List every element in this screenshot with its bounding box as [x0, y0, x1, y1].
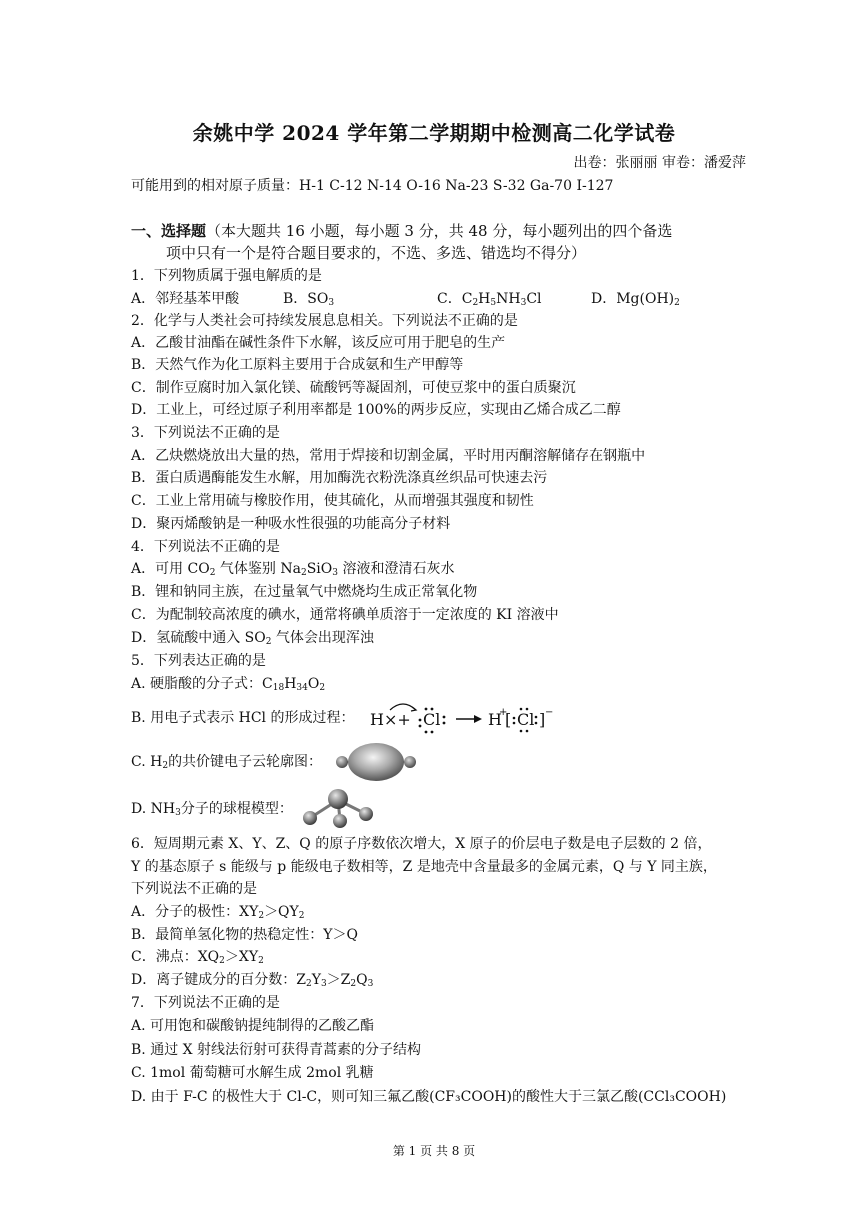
h2-electron-cloud-diagram: [333, 740, 419, 784]
q6-stem-2: Y 的基态原子 s 能级与 p 能级电子数相等，Z 是地壳中含量最多的金属元素，Q 与 Y 同主族，: [131, 859, 717, 875]
section-desc-2: 项中只有一个是符合题目要求的，不选、多选、错选均不得分）: [166, 244, 587, 262]
nh3-ball-stick-model: [298, 784, 378, 830]
hcl-formation-diagram: [368, 696, 558, 736]
q4-option-c: C．为配制较高浓度的碘水，通常将碘单质溶于一定浓度的 KI 溶液中: [131, 607, 559, 623]
page-title: 余姚中学 2024 学年第二学期期中检测高二化学试卷: [192, 121, 676, 145]
atomic-masses-line: 可能用到的相对原子质量：H-1 C-12 N-14 O-16 Na-23 S-32 Ga-70 I-127: [131, 178, 614, 194]
q3-option-b: B．蛋白质遇酶能发生水解，用加酶洗衣粉洗涤真丝织品可快速去污: [131, 470, 548, 486]
q7-option-a: A. 可用饱和碳酸钠提纯制得的乙酸乙酯: [131, 1018, 375, 1034]
section-title: 一、选择题: [131, 222, 207, 240]
q5-stem: 5．下列表达正确的是: [131, 653, 266, 669]
q4-option-d: D．氢硫酸中通入 $SO_2$ 气体会出现浑浊: [131, 630, 374, 647]
svg-text:H×+: H×+: [370, 710, 411, 729]
svg-text:]: ]: [539, 710, 546, 729]
svg-text:Cl: Cl: [423, 710, 441, 729]
q1-option-a: A．邻羟基苯甲酸: [131, 291, 240, 307]
q6-option-d: D．离子键成分的百分数：$Z_2Y_3>Z_2Q_3$: [131, 972, 374, 989]
q1-option-d: D．$Mg(OH)_2$: [591, 291, 680, 308]
q3-option-a: A．乙炔燃烧放出大量的热，常用于焊接和切割金属，平时用丙酮溶解储存在钢瓶中: [131, 448, 646, 464]
q4-option-a: A．可用 $CO_2$ 气体鉴别 $Na_2SiO_3$ 溶液和澄清石灰水: [131, 561, 455, 578]
svg-text:[: [: [505, 710, 512, 729]
q2-option-a: A．乙酸甘油酯在碱性条件下水解，该反应可用于肥皂的生产: [131, 335, 506, 351]
q5-option-a: A. 硬脂酸的分子式：$C_{18}H_{34}O_2$: [131, 676, 326, 693]
q3-option-d: D．聚丙烯酸钠是一种吸水性很强的功能高分子材料: [131, 516, 451, 532]
q4-stem: 4．下列说法不正确的是: [131, 539, 280, 555]
q7-option-c: C. 1mol 葡萄糖可水解生成 2mol 乳糖: [131, 1065, 374, 1081]
q3-stem: 3．下列说法不正确的是: [131, 425, 280, 441]
page-footer: 第 1 页 共 8 页: [392, 1144, 476, 1158]
q7-option-b: B. 通过 X 射线法衍射可获得青蒿素的分子结构: [131, 1042, 422, 1058]
q6-option-a: A．分子的极性：$XY_2>QY_2$: [131, 904, 305, 921]
q7-option-d: D. 由于 F-C 的极性大于 Cl-C，则可知三氟乙酸(CF₃COOH)的酸性大于三氯乙酸(CCl₃COOH): [131, 1089, 727, 1105]
q6-stem-1: 6．短周期元素 X、Y、Z、Q 的原子序数依次增大，X 原子的价层电子数是电子层数的 2 倍，: [131, 836, 712, 852]
q2-option-b: B．天然气作为化工原料主要用于合成氨和生产甲醇等: [131, 357, 464, 373]
q1-stem: 1．下列物质属于强电解质的是: [131, 268, 322, 284]
q5-option-b: B. 用电子式表示 HCl 的形成过程：: [131, 710, 355, 726]
q4-option-b: B．锂和钠同主族，在过量氧气中燃烧均生成正常氧化物: [131, 584, 478, 600]
section-desc-1: （本大题共 16 小题，每小题 3 分，共 48 分，每小题列出的四个备选: [206, 222, 673, 240]
svg-text:Cl: Cl: [517, 710, 535, 729]
svg-text:H: H: [488, 710, 502, 729]
q2-option-c: C．制作豆腐时加入氯化镁、硫酸钙等凝固剂，可使豆浆中的蛋白质聚沉: [131, 380, 576, 396]
q6-stem-3: 下列说法不正确的是: [131, 881, 257, 897]
svg-text:−: −: [545, 707, 554, 718]
q6-option-b: B．最简单氢化物的热稳定性：Y＞Q: [131, 927, 359, 943]
q5-option-c: C. $H_2$的共价键电子云轮廓图：: [131, 754, 323, 771]
q3-option-c: C．工业上常用硫与橡胶作用，使其硫化，从而增强其强度和韧性: [131, 493, 534, 509]
authors-line: 出卷：张丽丽 审卷：潘爱萍: [573, 155, 746, 171]
q2-stem: 2．化学与人类社会可持续发展息息相关。下列说法不正确的是: [131, 313, 518, 329]
q1-option-c: C．$C_2H_5NH_3Cl$: [437, 291, 542, 308]
q7-stem: 7．下列说法不正确的是: [131, 995, 280, 1011]
q2-option-d: D．工业上，可经过原子利用率都是 100%的两步反应，实现由乙烯合成乙二醇: [131, 402, 621, 418]
section-heading: [131, 220, 672, 242]
q6-option-c: C．沸点：$XQ_2>XY_2$: [131, 949, 264, 966]
q1-option-b: B．$SO_3$: [283, 291, 335, 308]
svg-text:+: +: [499, 707, 508, 718]
q5-option-d: D. $NH_3$分子的球棍模型：: [131, 801, 293, 818]
